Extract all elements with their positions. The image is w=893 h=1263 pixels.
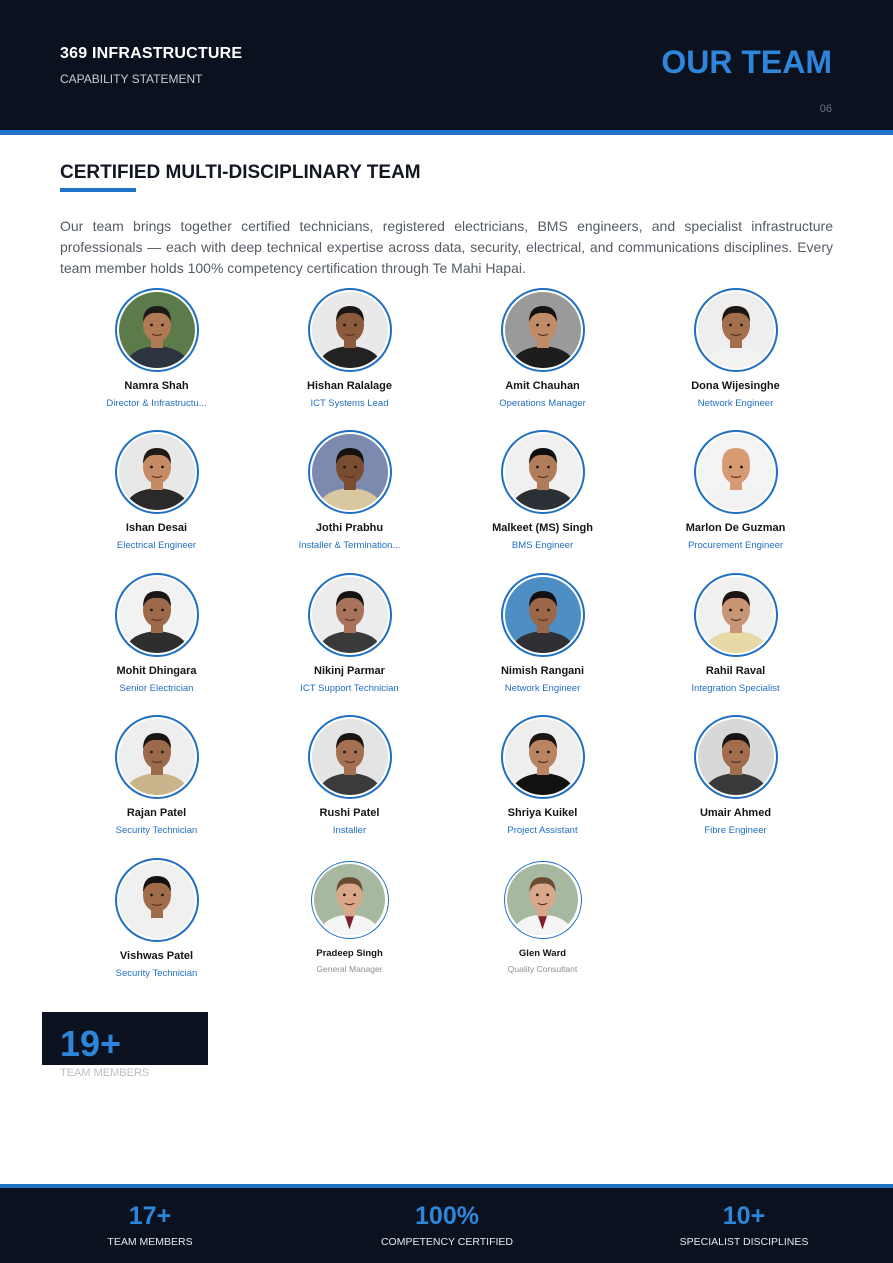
avatar — [115, 430, 199, 514]
team-member-card — [253, 430, 446, 551]
avatar — [501, 430, 585, 514]
avatar-photo — [698, 292, 774, 368]
avatar-photo — [312, 434, 388, 510]
intro-paragraph: Our team brings together certified technicians, registered electricians, BMS engineers, and specialist infrastructure professionals — each with deep technical expertise across data, security, electrical, and communications disciplines. Every team member holds 100% competency certification through Te Mahi Hapai. — [60, 218, 833, 276]
avatar — [694, 573, 778, 657]
stat-label: TEAM MEMBERS — [107, 1236, 193, 1248]
team-member-card — [253, 573, 446, 694]
avatar-photo — [505, 577, 581, 653]
team-member-card — [60, 858, 253, 979]
member-role: ICT Systems Lead — [310, 398, 389, 409]
member-name: Nimish Rangani — [500, 665, 585, 677]
member-name: Namra Shah — [124, 380, 189, 392]
member-role: Operations Manager — [499, 398, 586, 409]
member-name: Ishan Desai — [125, 522, 188, 534]
team-member-card — [639, 430, 832, 551]
team-member-card — [446, 573, 639, 694]
avatar-photo — [505, 434, 581, 510]
avatar — [308, 573, 392, 657]
stat-value: 10+ — [722, 1202, 766, 1230]
member-name: Nikinj Parmar — [314, 665, 385, 677]
company-name: 369 INFRASTRUCTURE — [60, 45, 243, 62]
team-member-card — [253, 288, 446, 409]
member-name: Amit Chauhan — [505, 380, 580, 392]
member-name: Rushi Patel — [319, 807, 380, 819]
section-title: CERTIFIED MULTI-DISCIPLINARY TEAM — [60, 162, 421, 183]
stat-label: COMPETENCY CERTIFIED — [380, 1236, 514, 1248]
member-name: Glen Ward — [518, 948, 567, 959]
member-role: Network Engineer — [504, 683, 581, 694]
member-role: General Manager — [316, 964, 383, 974]
member-role: Quality Consultant — [507, 964, 578, 974]
avatar — [115, 858, 199, 942]
member-name: Rajan Patel — [126, 807, 187, 819]
document-type: CAPABILITY STATEMENT — [60, 72, 203, 86]
avatar — [501, 715, 585, 799]
avatar — [308, 715, 392, 799]
avatar — [308, 430, 392, 514]
avatar-photo — [119, 292, 195, 368]
avatar-photo — [119, 862, 195, 938]
avatar-photo — [505, 292, 581, 368]
member-name: Pradeep Singh — [316, 948, 383, 959]
stat-label: SPECIALIST DISCIPLINES — [679, 1236, 809, 1248]
team-member-card — [639, 288, 832, 409]
team-member-card — [60, 715, 253, 836]
member-role: Electrical Engineer — [116, 540, 197, 551]
team-member-card — [253, 715, 446, 836]
avatar — [504, 861, 582, 939]
member-role: Senior Electrician — [119, 683, 194, 694]
member-name: Jothi Prabhu — [315, 522, 384, 534]
member-name: Shriya Kuikel — [507, 807, 578, 819]
stat-team-members — [0, 1202, 300, 1248]
avatar — [694, 430, 778, 514]
stat-specialist-disciplines — [594, 1202, 893, 1248]
leadership-member-card — [446, 861, 639, 974]
member-role: Project Assistant — [507, 825, 578, 836]
page-number: 06 — [819, 103, 832, 115]
member-name: Umair Ahmed — [699, 807, 772, 819]
team-member-card — [60, 430, 253, 551]
member-name: Hishan Ralalage — [307, 380, 392, 392]
member-name: Rahil Raval — [705, 665, 766, 677]
avatar-photo — [119, 719, 195, 795]
avatar-photo — [507, 864, 578, 935]
avatar — [308, 288, 392, 372]
avatar — [501, 573, 585, 657]
member-role: Installer & Termination... — [298, 540, 401, 551]
member-role: Security Technician — [115, 968, 198, 979]
member-role: ICT Support Technician — [300, 683, 399, 694]
member-name: Marlon De Guzman — [685, 522, 786, 534]
avatar — [115, 715, 199, 799]
avatar-photo — [119, 577, 195, 653]
member-role: BMS Engineer — [511, 540, 574, 551]
stat-value: 100% — [415, 1202, 479, 1230]
avatar — [115, 288, 199, 372]
member-name: Dona Wijesinghe — [691, 380, 780, 392]
team-member-card — [446, 430, 639, 551]
member-role: Fibre Engineer — [704, 825, 767, 836]
team-member-card — [446, 715, 639, 836]
avatar-photo — [119, 434, 195, 510]
member-role: Integration Specialist — [691, 683, 780, 694]
avatar-photo — [314, 864, 385, 935]
member-name: Malkeet (MS) Singh — [492, 522, 593, 534]
team-member-card — [60, 573, 253, 694]
avatar — [115, 573, 199, 657]
stats-footer — [0, 1188, 893, 1263]
member-role: Security Technician — [115, 825, 198, 836]
avatar — [501, 288, 585, 372]
leadership-member-card — [253, 861, 446, 974]
member-role: Director & Infrastructu... — [106, 398, 207, 409]
stat-competency-certified — [297, 1202, 597, 1248]
member-name: Mohit Dhingara — [116, 665, 197, 677]
team-member-card — [639, 715, 832, 836]
avatar — [694, 288, 778, 372]
avatar-photo — [505, 719, 581, 795]
team-member-card — [60, 288, 253, 409]
section-title-underline — [60, 188, 136, 192]
team-member-card — [446, 288, 639, 409]
avatar — [694, 715, 778, 799]
team-member-card — [639, 573, 832, 694]
member-name: Vishwas Patel — [119, 950, 194, 962]
team-count-label: TEAM MEMBERS — [60, 1067, 150, 1079]
avatar — [311, 861, 389, 939]
header-accent-bar — [0, 130, 893, 135]
page-title: OUR TEAM — [661, 44, 832, 80]
avatar-photo — [698, 577, 774, 653]
avatar-photo — [698, 434, 774, 510]
avatar-photo — [698, 719, 774, 795]
stat-value: 17+ — [128, 1202, 172, 1230]
member-role: Procurement Engineer — [687, 540, 784, 551]
avatar-photo — [312, 719, 388, 795]
avatar-photo — [312, 292, 388, 368]
member-role: Installer — [332, 825, 367, 836]
avatar-photo — [312, 577, 388, 653]
member-role: Network Engineer — [697, 398, 774, 409]
team-count-value: 19+ — [60, 1023, 122, 1064]
